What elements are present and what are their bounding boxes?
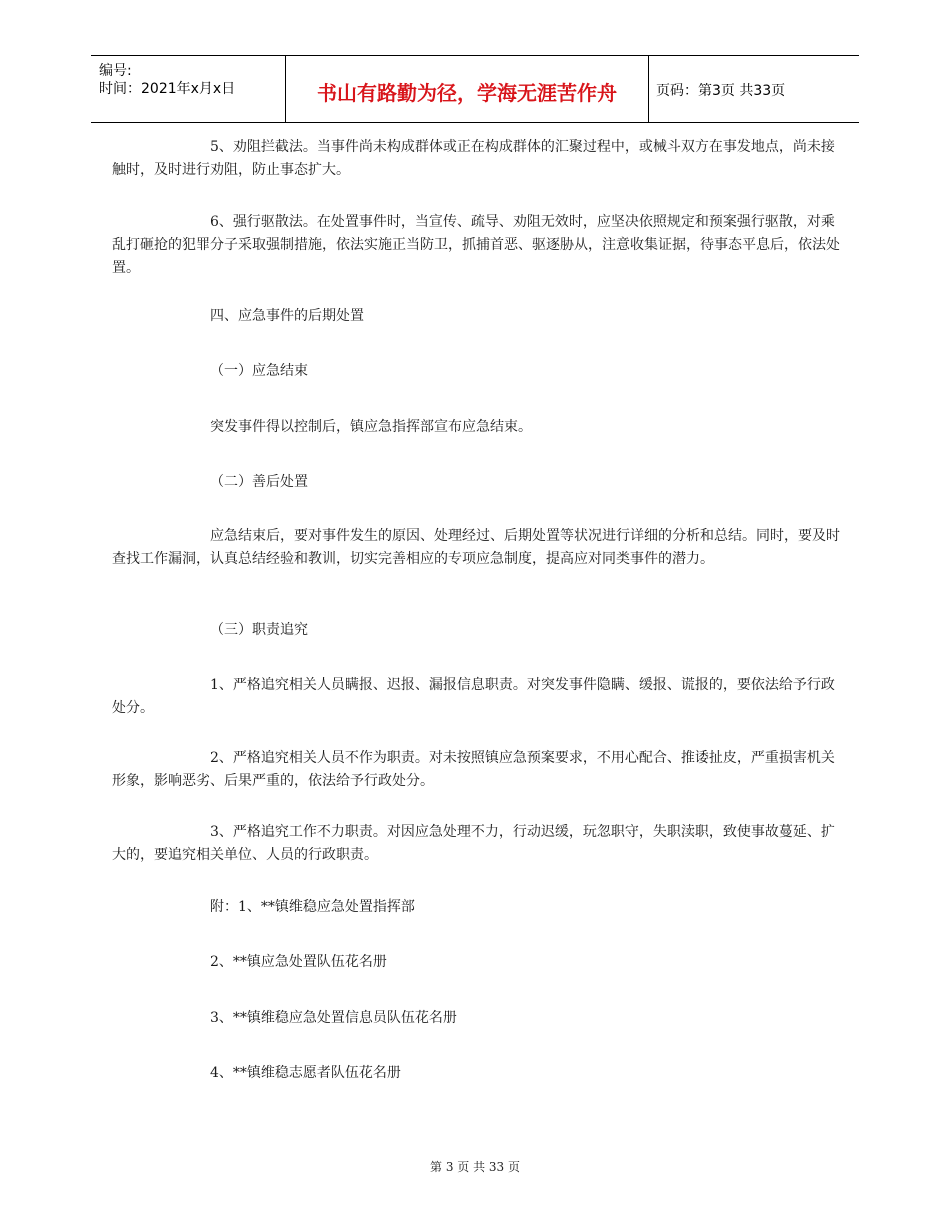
header-page-cell [648,56,859,122]
section-heading-aftermath: 四、应急事件的后期处置 [210,308,364,324]
paragraph-emergency-end: 突发事件得以控制后，镇应急指挥部宣布应急结束。 [210,419,532,435]
paragraph-accountability-1: 1、严格追究相关人员瞒报、迟报、漏报信息职责。对突发事件隐瞒、缓报、谎报的，要依法给予行政处分。 [112,677,835,716]
attachment-item-4: 4、**镇维稳志愿者队伍花名册 [210,1065,401,1081]
header-motto-cell [285,56,649,122]
subheading-aftermath-handling: （二）善后处置 [210,474,308,490]
subheading-accountability: （三）职责追究 [210,622,308,638]
header-meta-cell [91,56,285,122]
attachment-item-3: 3、**镇维稳应急处置信息员队伍花名册 [210,1010,457,1026]
paragraph-aftermath-handling: 应急结束后，要对事件发生的原因、处理经过、后期处置等状况进行详细的分析和总结。同时，要及时查找工作漏洞，认真总结经验和教训，切实完善相应的专项应急制度，提高应对同类事件的潜力。 [112,528,840,567]
document-number-label: 编号: [99,63,132,79]
header-page-number: 页码：第3页 共33页 [656,83,786,99]
document-time-label: 时间：2021年x月x日 [99,81,236,97]
subheading-emergency-end: （一）应急结束 [210,363,308,379]
paragraph-accountability-2: 2、严格追究相关人员不作为职责。对未按照镇应急预案要求，不用心配合、推诿扯皮，严重损害机关形象，影响恶劣、后果严重的，依法给予行政处分。 [112,750,835,789]
document-header [91,55,859,123]
paragraph-dissuade-method: 5、劝阻拦截法。当事件尚未构成群体或正在构成群体的汇聚过程中，或械斗双方在事发地点，尚未接触时，及时进行劝阻，防止事态扩大。 [112,139,835,178]
paragraph-accountability-3: 3、严格追究工作不力职责。对因应急处理不力，行动迟缓，玩忽职守，失职渎职，致使事故蔓延、扩大的，要追究相关单位、人员的行政职责。 [112,824,835,863]
header-motto: 书山有路勤为径，学海无涯苦作舟 [317,81,617,105]
page-footer: 第 3 页 共 33 页 [430,1160,520,1174]
attachment-item-2: 2、**镇应急处置队伍花名册 [210,954,387,970]
attachment-item-1: 附：1、**镇维稳应急处置指挥部 [210,899,415,915]
paragraph-dispersal-method: 6、强行驱散法。在处置事件时，当宣传、疏导、劝阻无效时，应坚决依照规定和预案强行驱散，对乘乱打砸抢的犯罪分子采取强制措施，依法实施正当防卫，抓捕首恶、驱逐胁从，注意收集证据，待事态平息后，依法处置。 [112,214,840,276]
